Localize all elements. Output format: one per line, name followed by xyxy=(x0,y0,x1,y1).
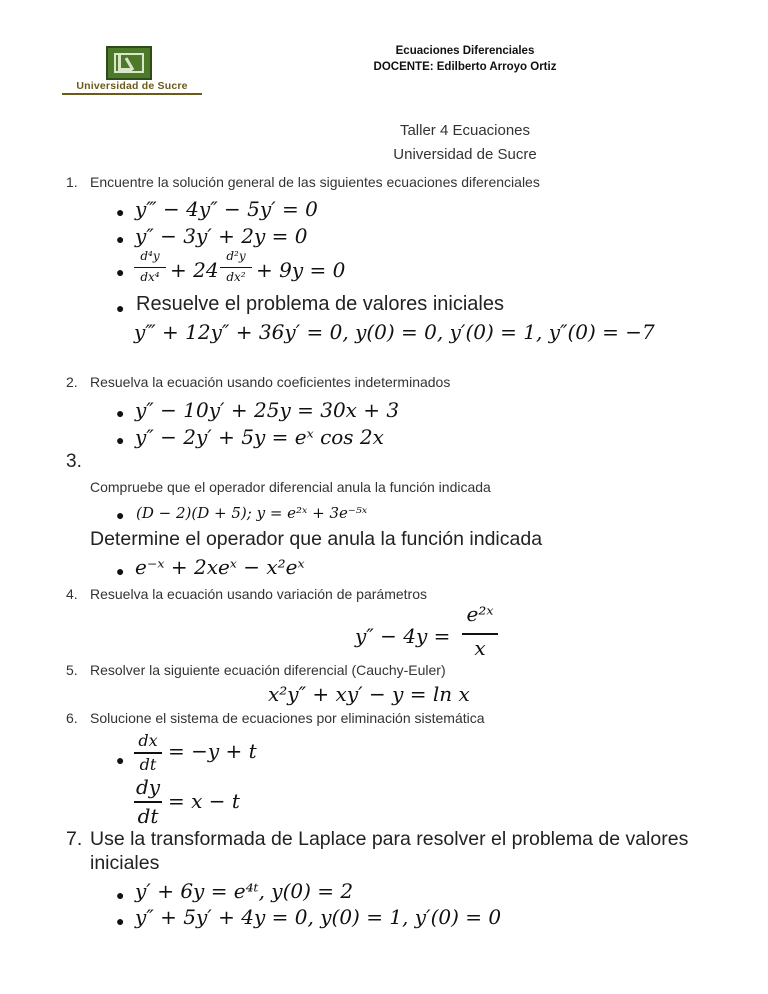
section-7-number: 7. xyxy=(66,828,83,850)
bullet-icon: ● xyxy=(116,913,125,929)
course-name: Ecuaciones Diferenciales xyxy=(395,45,535,57)
section-5-number: 5. xyxy=(66,662,78,678)
section-3-text: Compruebe que el operador diferencial anula la función indicada xyxy=(90,479,491,495)
bullet-icon: ● xyxy=(116,887,125,903)
bullet-icon: ● xyxy=(116,231,125,247)
logo-text: Universidad de Sucre xyxy=(76,80,188,92)
section-1-number: 1. xyxy=(66,174,78,190)
section-4-number: 4. xyxy=(66,586,78,602)
section-3-number: 3. xyxy=(66,451,82,472)
section-6-text: Solucione el sistema de ecuaciones por eliminación sistemática xyxy=(90,710,485,726)
section-2-text: Resuelva la ecuación usando coeficientes indeterminados xyxy=(90,374,451,390)
s2-eq2: 𝑦″ − 2𝑦′ + 5𝑦 = 𝑒ˣ cos 2𝑥 xyxy=(135,425,384,449)
section-1-text: Encuentre la solución general de las siguientes ecuaciones diferenciales xyxy=(90,174,540,190)
teacher-name: DOCENTE: Edilberto Arroyo Ortiz xyxy=(373,61,557,73)
s1-eq3-mid: + 24 xyxy=(170,258,219,282)
s1-eq1: 𝑦‴ − 4𝑦″ − 5𝑦′ = 0 xyxy=(135,197,318,221)
doc-title: Taller 4 Ecuaciones xyxy=(399,122,531,139)
s1-eq3-den2: 𝑑𝑥² xyxy=(226,270,246,284)
s3-eq2: 𝑒⁻ˣ + 2𝑥𝑒ˣ − 𝑥²𝑒ˣ xyxy=(135,555,305,579)
section-4-text: Resuelva la ecuación usando variación de parámetros xyxy=(90,586,427,602)
bullet-icon: ● xyxy=(116,405,125,421)
logo-emblem-icon xyxy=(106,46,152,80)
bullet-icon: ● xyxy=(116,563,125,579)
s6-r2: = 𝑥 − 𝑡 xyxy=(168,789,240,813)
university-logo xyxy=(62,46,202,96)
s3-eq1: (𝐷 − 2)(𝐷 + 5); 𝑦 = 𝑒²ˣ + 3𝑒⁻⁵ˣ xyxy=(136,504,368,522)
section-6-number: 6. xyxy=(66,710,78,726)
bullet-icon: ● xyxy=(116,752,125,768)
s1-eq3-end: + 9𝑦 = 0 xyxy=(256,258,346,282)
section-2-number: 2. xyxy=(66,374,78,390)
s1-eq2: 𝑦″ − 3𝑦′ + 2𝑦 = 0 xyxy=(135,224,308,248)
bullet-icon: ● xyxy=(116,204,125,220)
bullet-icon: ● xyxy=(116,264,125,280)
section-7-text2: iniciales xyxy=(90,852,160,874)
s4-frac-den: 𝑥 xyxy=(474,636,486,660)
s6-r1: = −𝑦 + 𝑡 xyxy=(168,739,257,763)
s6-d1: 𝑑𝑡 xyxy=(139,755,157,774)
bullet-icon: ● xyxy=(116,300,125,316)
bullet-icon: ● xyxy=(116,432,125,448)
s7-eq1: 𝑦′ + 6𝑦 = 𝑒⁴ᵗ, 𝑦(0) = 2 xyxy=(135,879,354,903)
s6-n2: 𝑑𝑦 xyxy=(135,775,161,799)
section-7-text1: Use la transformada de Laplace para resolver el problema de valores xyxy=(90,828,689,850)
s5-eq: x²𝑦″ + 𝑥𝑦′ − 𝑦 = ln 𝑥 xyxy=(268,682,470,706)
s4-frac-num: 𝑒²ˣ xyxy=(466,602,494,626)
s2-eq1: 𝑦″ − 10𝑦′ + 25𝑦 = 30𝑥 + 3 xyxy=(135,398,400,422)
s1-ivp-eq: 𝑦‴ + 12𝑦″ + 36𝑦′ = 0, 𝑦(0) = 0, 𝑦′(0) = 1, 𝑦″(0) = −7 xyxy=(134,320,655,344)
s7-eq2: 𝑦″ + 5𝑦′ + 4𝑦 = 0, 𝑦(0) = 1, 𝑦′(0) = 0 xyxy=(135,905,502,929)
s6-d2: 𝑑𝑡 xyxy=(137,804,159,828)
s1-ivp-text: Resuelve el problema de valores iniciales xyxy=(136,293,504,315)
section-3-text2: Determine el operador que anula la función indicada xyxy=(90,528,543,550)
s1-eq3-num2: 𝑑²𝑦 xyxy=(226,249,246,263)
s6-n1: 𝑑𝑥 xyxy=(138,731,158,750)
s1-eq3-num1: 𝑑⁴𝑦 xyxy=(140,249,160,263)
doc-subtitle: Universidad de Sucre xyxy=(393,146,537,163)
s1-eq3-den1: 𝑑𝑥⁴ xyxy=(140,270,160,284)
bullet-icon: ● xyxy=(116,507,125,523)
s4-lhs: 𝑦″ − 4𝑦 = xyxy=(355,624,451,648)
section-5-text: Resolver la siguiente ecuación diferencial (Cauchy-Euler) xyxy=(90,662,446,678)
